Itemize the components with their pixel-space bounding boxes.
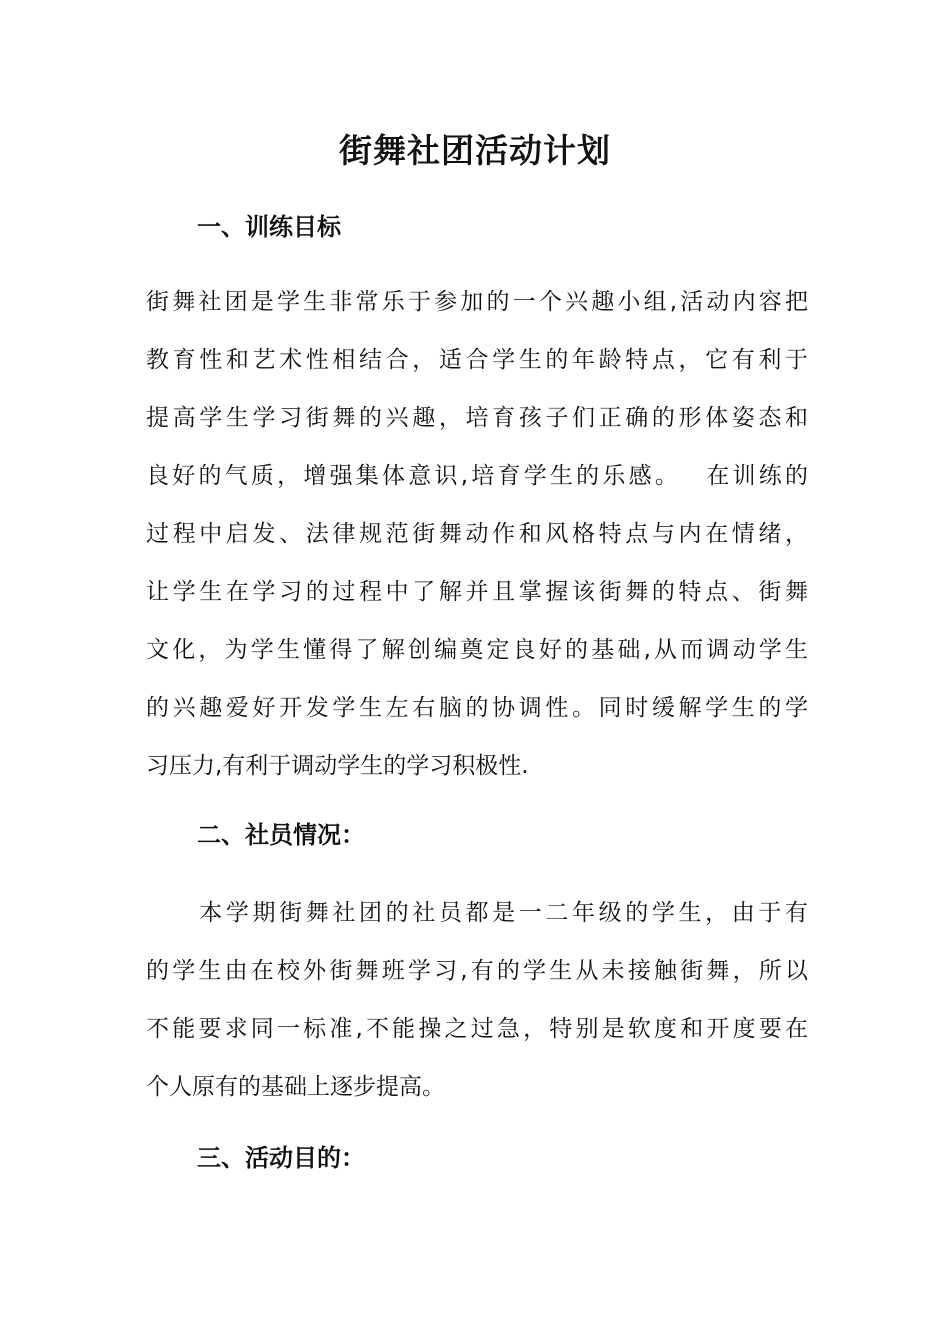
paragraph-line: 个人原有的基础上逐步提高。 bbox=[146, 1074, 445, 1100]
paragraph-line: 不能要求同一标准,不能操之过急，特别是软度和开度要在 bbox=[146, 1016, 808, 1042]
document-title: 街舞社团活动计划 bbox=[339, 131, 611, 170]
paragraph-line: 习压力,有利于调动学生的学习积极性. bbox=[146, 753, 529, 779]
paragraph-line: 街舞社团是学生非常乐于参加的一个兴趣小组,活动内容把 bbox=[146, 289, 808, 315]
paragraph-line: 教育性和艺术性相结合，适合学生的年龄特点，它有利于 bbox=[146, 347, 808, 373]
section-paragraph-training-goals bbox=[146, 273, 808, 795]
paragraph-line: 的兴趣爱好开发学生左右脑的协调性。同时缓解学生的学 bbox=[146, 695, 808, 721]
section-paragraph-member-situation bbox=[146, 884, 808, 1116]
paragraph-line: 良好的气质，增强集体意识,培育学生的乐感。 在训练的 bbox=[146, 463, 808, 489]
paragraph-line: 过程中启发、法律规范街舞动作和风格特点与内在情绪， bbox=[146, 521, 808, 547]
paragraph-line: 提高学生学习街舞的兴趣，培育孩子们正确的形体姿态和 bbox=[146, 405, 808, 431]
section-heading-member-situation: 二、社员情况： bbox=[197, 821, 365, 849]
paragraph-line: 的学生由在校外街舞班学习,有的学生从未接触街舞，所以 bbox=[146, 958, 808, 984]
section-heading-activity-purpose: 三、活动目的： bbox=[197, 1144, 365, 1172]
paragraph-line: 让学生在学习的过程中了解并且掌握该街舞的特点、街舞 bbox=[146, 579, 808, 605]
paragraph-line: 文化，为学生懂得了解创编奠定良好的基础,从而调动学生 bbox=[146, 637, 808, 663]
paragraph-line: 本学期街舞社团的社员都是一二年级的学生，由于有 bbox=[146, 900, 808, 926]
section-heading-training-goals: 一、训练目标 bbox=[197, 213, 341, 241]
